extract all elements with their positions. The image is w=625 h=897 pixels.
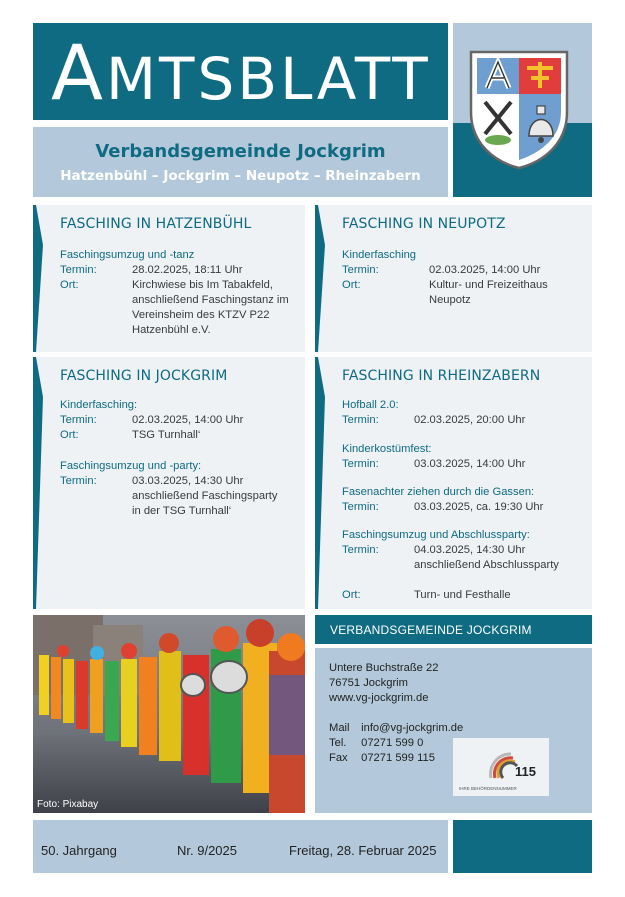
termin-value: 02.03.2025, 14:00 Uhr <box>429 264 541 276</box>
event-name: Kinderfasching <box>342 249 417 261</box>
event-box-hatzenbuehl <box>33 205 305 352</box>
box-ribbon-icon <box>315 357 325 609</box>
masthead-title <box>51 28 431 117</box>
termin-value: 03.03.2025, ca. 19:30 Uhr <box>414 501 544 513</box>
authority-number-icon <box>453 738 549 796</box>
ort-line: Kirchwiese bis Im Tabakfeld, <box>132 279 273 291</box>
termin-line: 04.03.2025, 14:30 Uhr <box>414 544 526 556</box>
box-ribbon-icon <box>33 357 43 609</box>
event-name: Hofball 2.0: <box>342 399 399 411</box>
ort-line: Vereinsheim des KTZV P22 <box>132 309 270 321</box>
termin-line: anschließend Abschlussparty <box>414 559 559 571</box>
event-entry <box>60 248 289 338</box>
event-entry <box>60 398 243 443</box>
event-box-neupotz <box>315 205 592 352</box>
logo-number: 115 <box>515 764 536 779</box>
event-entry <box>60 459 278 519</box>
ort-label: Ort: <box>342 279 361 291</box>
event-entry <box>342 248 548 308</box>
box-heading: FASCHING IN HATZENBÜHL <box>60 216 252 232</box>
event-entry <box>342 442 525 472</box>
event-name: Faschingsumzug und Abschlussparty: <box>342 529 530 541</box>
carnival-parade-image <box>33 615 305 813</box>
volume-label: 50. Jahrgang <box>41 843 117 858</box>
contact-fax-row <box>329 751 463 766</box>
event-name: Faschingsumzug und -party: <box>60 460 202 472</box>
event-name: Kinderfasching: <box>60 399 138 411</box>
box-heading: FASCHING IN RHEINZABERN <box>342 368 541 384</box>
termin-label: Termin: <box>60 475 97 487</box>
contact-street: Untere Buchstraße 22 <box>329 662 439 674</box>
termin-value: 28.02.2025, 18:11 Uhr <box>132 264 243 276</box>
member-towns: Hatzenbühl – Jockgrim – Neupotz – Rheinzabern <box>60 168 421 184</box>
termin-label: Termin: <box>60 264 97 276</box>
ort-line: Neupotz <box>429 294 471 306</box>
termin-label: Termin: <box>342 264 379 276</box>
ort-line: Kultur- und Freizeithaus <box>429 279 548 291</box>
ort-value <box>132 278 289 338</box>
event-name: Faschingsumzug und -tanz <box>60 249 195 261</box>
masthead-title-rest: MTSBLATT <box>106 45 431 113</box>
logo-caption: IHRE BEHÖRDENNUMMER <box>459 786 517 791</box>
contact-city: 76751 Jockgrim <box>329 677 408 689</box>
ort-line: Hatzenbühl e.V. <box>132 324 211 336</box>
tel-value: 07271 599 0 <box>361 737 424 749</box>
masthead-subtitle-band <box>33 127 448 197</box>
contact-details <box>329 661 463 766</box>
contact-heading: VERBANDSGEMEINDE JOCKGRIM <box>330 623 532 637</box>
termin-value <box>132 474 278 519</box>
event-entry <box>342 485 543 515</box>
ort-value: TSG Turnhall‘ <box>132 429 201 441</box>
footer-band <box>33 820 448 873</box>
event-entry <box>342 398 525 428</box>
photo-credit: Foto: Pixabay <box>37 799 99 810</box>
event-name: Fasenachter ziehen durch die Gassen: <box>342 486 535 498</box>
contact-website-link[interactable]: www.vg-jockgrim.de <box>329 692 429 704</box>
box-heading: FASCHING IN NEUPOTZ <box>342 216 506 232</box>
termin-line: 03.03.2025, 14:30 Uhr <box>132 475 244 487</box>
behoerdennummer-115-logo <box>453 738 549 796</box>
termin-label: Termin: <box>60 414 97 426</box>
termin-label: Termin: <box>342 501 379 513</box>
box-ribbon-icon <box>315 205 325 352</box>
mail-label: Mail <box>329 722 350 734</box>
termin-line: in der TSG Turnhall‘ <box>132 505 232 517</box>
fax-value: 07271 599 115 <box>361 752 435 764</box>
event-entry <box>342 528 559 603</box>
termin-value: 02.03.2025, 14:00 Uhr <box>132 414 244 426</box>
termin-label: Termin: <box>342 414 379 426</box>
footer-accent <box>453 820 592 873</box>
carnival-parade-photo <box>33 615 305 813</box>
termin-value <box>414 543 559 573</box>
termin-value: 03.03.2025, 14:00 Uhr <box>414 458 526 470</box>
ort-value <box>429 278 548 308</box>
masthead-title-band <box>33 23 448 120</box>
issue-date: Freitag, 28. Februar 2025 <box>289 843 437 858</box>
contact-header <box>315 615 592 644</box>
termin-value: 02.03.2025, 20:00 Uhr <box>414 414 526 426</box>
event-box-jockgrim <box>33 357 305 609</box>
masthead-title-initial: A <box>51 28 106 117</box>
event-name: Kinderkostümfest: <box>342 443 432 455</box>
organization-name: Verbandsgemeinde Jockgrim <box>95 141 386 162</box>
contact-mail-row <box>329 721 463 736</box>
ort-value: Turn- und Festhalle <box>414 589 511 601</box>
contact-tel-row <box>329 736 463 751</box>
mail-link[interactable]: info@vg-jockgrim.de <box>361 722 464 734</box>
ort-label: Ort: <box>60 429 79 441</box>
termin-label: Termin: <box>342 544 379 556</box>
event-box-rheinzabern <box>315 357 592 609</box>
box-ribbon-icon <box>33 205 43 352</box>
ort-label: Ort: <box>60 279 79 291</box>
ort-line: anschließend Faschingstanz im <box>132 294 289 306</box>
termin-line: anschließend Faschingsparty <box>132 490 278 502</box>
fax-label: Fax <box>329 752 348 764</box>
ort-label: Ort: <box>342 589 361 601</box>
termin-label: Termin: <box>342 458 379 470</box>
tel-label: Tel. <box>329 737 347 749</box>
issue-number: Nr. 9/2025 <box>177 843 237 858</box>
box-heading: FASCHING IN JOCKGRIM <box>60 368 228 384</box>
coat-of-arms-icon <box>467 48 571 170</box>
